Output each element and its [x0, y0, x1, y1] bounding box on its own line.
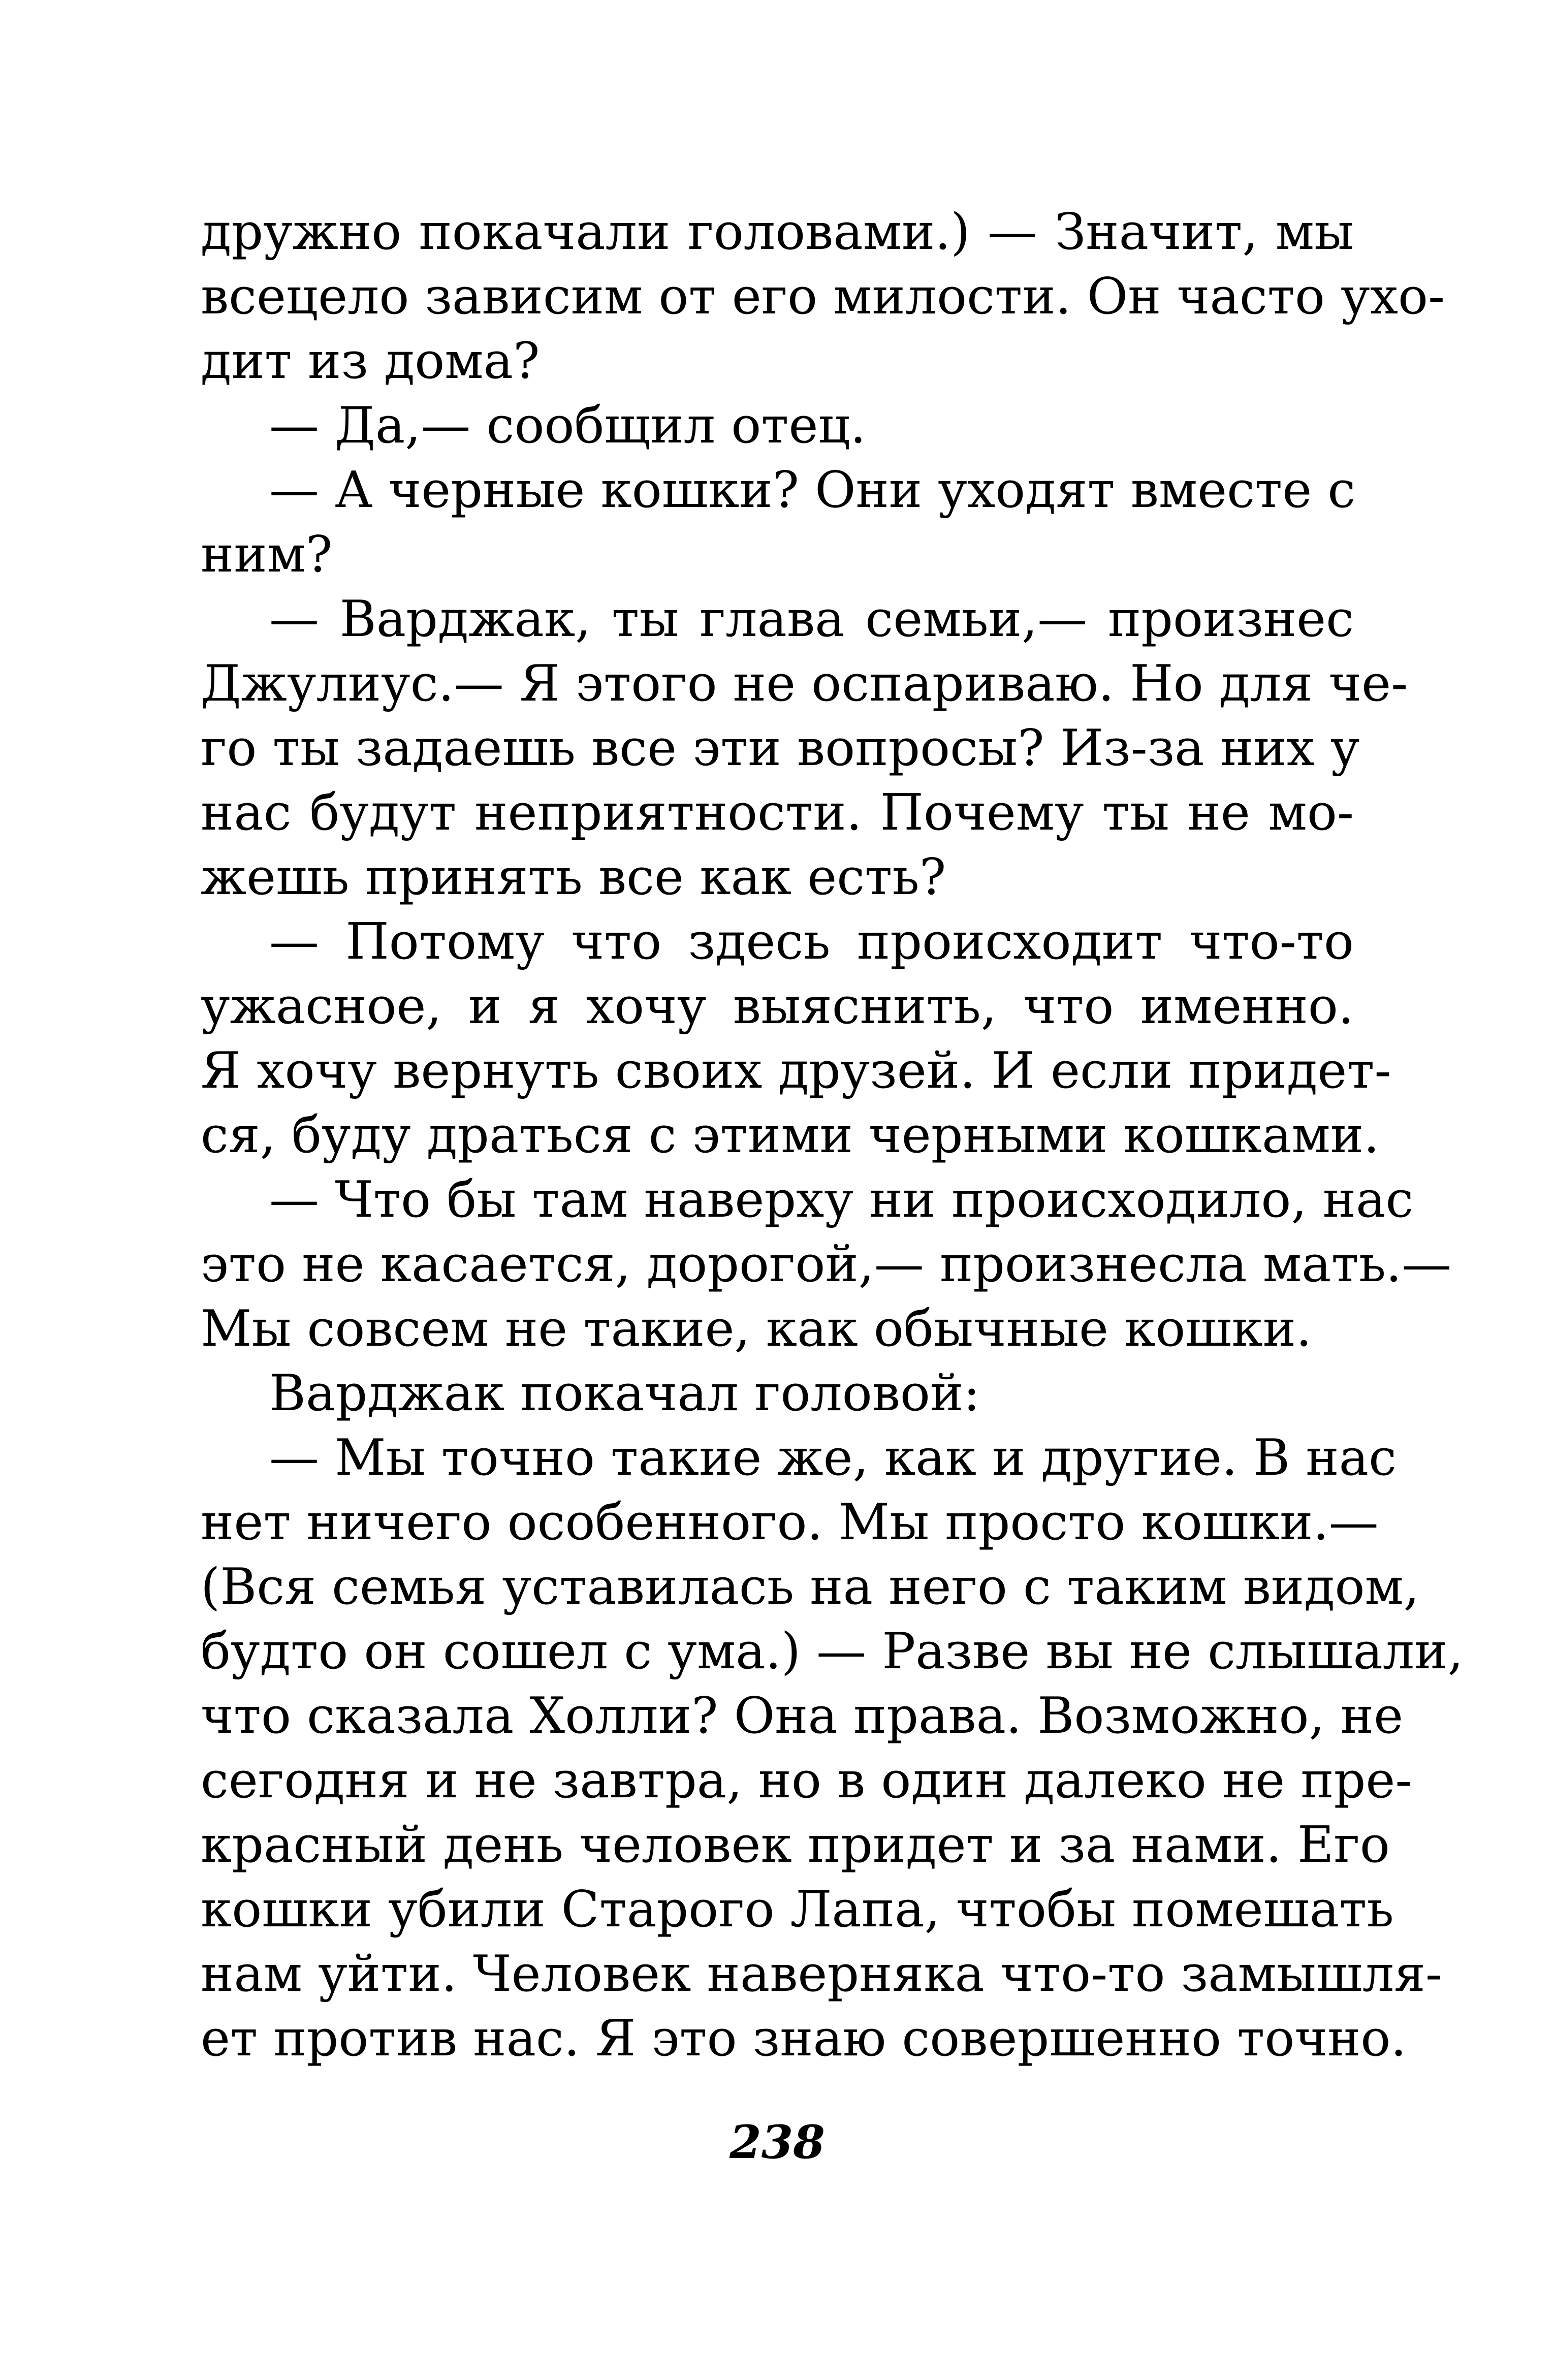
text-line: — Мы точно такие же, как и другие. В нас: [269, 1429, 1397, 1487]
text-line: дит из дома?: [201, 332, 540, 390]
text-line: кошки убили Старого Лапа, чтобы помешать: [201, 1881, 1394, 1939]
text-line: — Да,— сообщил отец.: [269, 397, 866, 455]
text-line: Мы совсем не такие, как обычные кошки.: [201, 1300, 1312, 1358]
text-line: ет против нас. Я это знаю совершенно точно.: [201, 2010, 1407, 2068]
text-line: нас будут неприятности. Почему ты не мо-: [201, 784, 1354, 842]
text-line: это не касается, дорогой,— произнесла мать.—: [201, 1235, 1452, 1293]
text-line: ся, буду драться с этими черными кошками.: [201, 1106, 1380, 1164]
text-line: всецело зависим от его милости. Он часто ухо-: [201, 268, 1445, 326]
text-line: красный день человек придет и за нами. Его: [201, 1816, 1390, 1874]
text-line: нам уйти. Человек наверняка что-то замышля-: [201, 1945, 1443, 2003]
text-line: жешь принять все как есть?: [201, 848, 946, 906]
text-line: — Потому что здесь происходит что-то: [269, 913, 1354, 971]
text-line: (Вся семья уставилась на него с таким видом,: [201, 1558, 1419, 1616]
text-line: Джулиус.— Я этого не оспариваю. Но для че-: [201, 655, 1408, 713]
text-line: нет ничего особенного. Мы просто кошки.—: [201, 1494, 1379, 1551]
text-line: — Что бы там наверху ни происходило, нас: [269, 1171, 1414, 1229]
text-line: что сказала Холли? Она права. Возможно, не: [201, 1687, 1404, 1745]
text-line: Я хочу вернуть своих друзей. И если придет-: [201, 1042, 1391, 1100]
text-line: сегодня и не завтра, но в один далеко не пре-: [201, 1752, 1412, 1810]
page-number: 238: [730, 2115, 825, 2169]
text-line: Варджак покачал головой:: [269, 1364, 980, 1422]
text-line: — А черные кошки? Они уходят вместе с: [269, 461, 1356, 519]
text-line: дружно покачали головами.) — Значит, мы: [201, 203, 1354, 261]
text-line: ужасное, и я хочу выяснить, что именно.: [201, 977, 1354, 1035]
text-line: го ты задаешь все эти вопросы? Из-за них у: [201, 719, 1360, 777]
text-line: — Варджак, ты глава семьи,— произнес: [269, 590, 1354, 648]
text-line: будто он сошел с ума.) — Разве вы не слышали,: [201, 1623, 1464, 1680]
text-line: ним?: [201, 526, 333, 584]
